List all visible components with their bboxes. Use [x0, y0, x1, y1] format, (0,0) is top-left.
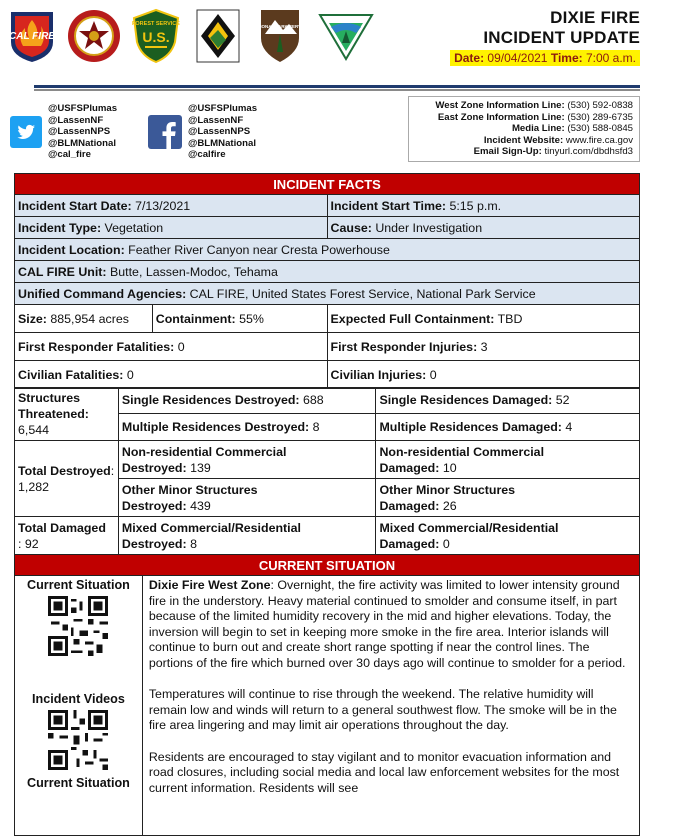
minor-damaged-cell: Other Minor Structures Damaged: 26: [376, 479, 640, 517]
twitter-icon[interactable]: [10, 116, 42, 148]
expected-containment-cell: Expected Full Containment: TBD: [327, 305, 639, 333]
structures-table: [14, 387, 640, 555]
start-date-cell: Incident Start Date: 7/13/2021: [15, 195, 328, 217]
svg-text:U.S.: U.S.: [142, 29, 170, 45]
header-rule-grey: [34, 89, 640, 91]
svg-text:CAL FIRE: CAL FIRE: [9, 31, 55, 42]
forest-service-logo: [130, 8, 182, 64]
facebook-handle[interactable]: @BLMNational: [188, 137, 256, 149]
situation-text: [142, 576, 639, 836]
svg-text:NATIONAL PARK SERVICE: NATIONAL PARK SERVICE: [251, 24, 309, 29]
facebook-handle[interactable]: @calfire: [188, 149, 226, 160]
situation-paragraph-3: Residents are encouraged to stay vigilant and to monitor evacuation information and road closures, including social media and local law enforcement websites for the most current information. Residents will see: [148, 749, 620, 795]
contact-info-box: [408, 96, 640, 162]
twitter-block: [10, 103, 117, 161]
time-label: Time:: [550, 51, 583, 65]
svg-text:FOREST SERVICE: FOREST SERVICE: [132, 21, 180, 27]
twitter-handle[interactable]: @LassenNF: [48, 114, 104, 126]
incident-facts-table: [14, 173, 640, 389]
multi-destroyed-cell: Multiple Residences Destroyed: 8: [118, 413, 376, 440]
agency-logos: [6, 6, 376, 66]
incident-website-link[interactable]: www.fire.ca.gov: [565, 134, 633, 146]
situation-paragraph-1: Dixie Fire West Zone: Overnight, the fire activity was limited to lower intensity ground fire in the understory. Heavy material continued to smolder and consume itself, in part because of the limited humidity recovery in the mid and higher elevations. Today, the inversion will begin to set in keeping more smoke in the fire area. Interior islands will continue to burn out and create short range spotting if near the control lines. The portions of the fire which burned over 30 days ago will continue to smolder for a period.: [148, 578, 626, 670]
minor-destroyed-cell: Other Minor Structures Destroyed: 439: [118, 479, 376, 517]
facebook-handle[interactable]: @USFSPlumas: [188, 103, 258, 114]
mixed-damaged-cell: Mixed Commercial/Residential Damaged: 0: [376, 517, 640, 555]
header-rule-blue: [34, 85, 640, 88]
twitter-handle[interactable]: @USFSPlumas: [48, 103, 118, 114]
total-destroyed-cell: Total Destroyed: 1,282: [15, 441, 119, 517]
current-situation-table: [14, 554, 640, 836]
qr-label-current-situation-2: Current Situation: [27, 776, 130, 790]
first-responder-fatalities-cell: First Responder Fatalities: 0: [15, 333, 328, 361]
mixed-destroyed-cell: Mixed Commercial/Residential Destroyed: 8: [118, 517, 376, 555]
qr-code-column: [15, 576, 143, 836]
incident-facts-heading: INCIDENT FACTS: [15, 174, 640, 195]
cal-oes-seal-logo: [68, 8, 120, 64]
contact-row: East Zone Information Line: (530) 289-6735: [437, 111, 633, 123]
cause-cell: Cause: Under Investigation: [327, 217, 639, 239]
title-line-1: DIXIE FIRE: [550, 8, 640, 27]
cal-fire-unit-cell: CAL FIRE Unit: Butte, Lassen-Modoc, Tehama: [15, 261, 640, 283]
incident-type-cell: Incident Type: Vegetation: [15, 217, 328, 239]
nonres-destroyed-cell: Non-residential Commercial Destroyed: 139: [118, 441, 376, 479]
date-value: 09/04/2021: [487, 51, 548, 65]
start-time-cell: Incident Start Time: 5:15 p.m.: [327, 195, 639, 217]
national-park-service-logo: [251, 8, 309, 64]
contact-row: West Zone Information Line: (530) 592-0838: [435, 100, 633, 111]
title-line-2: INCIDENT UPDATE: [483, 28, 640, 47]
qr-code-icon[interactable]: [48, 596, 108, 656]
qr-label-incident-videos: Incident Videos: [32, 692, 125, 706]
zone-label: Dixie Fire West Zone: [148, 578, 271, 592]
contact-row: Incident Website: www.fire.ca.gov: [483, 134, 633, 146]
structures-threatened-cell: Structures Threatened: 6,544: [15, 388, 119, 441]
situation-paragraph-2: Temperatures will continue to rise through the weekend. The relative humidity will remain low and winds will return to a general southwest flow. The smoke will be in the fire area lingering and may limit air operations throughout the day.: [148, 687, 617, 733]
facebook-handle[interactable]: @LassenNF: [188, 114, 244, 126]
blm-logo: [316, 8, 376, 64]
unified-command-cell: Unified Command Agencies: CAL FIRE, United States Forest Service, National Park Service: [15, 283, 640, 305]
email-signup-link[interactable]: tinyurl.com/dbdhsfd3: [544, 146, 633, 157]
civilian-injuries-cell: Civilian Injuries: 0: [327, 361, 639, 389]
multi-damaged-cell: Multiple Residences Damaged: 4: [376, 413, 640, 440]
incident-location-cell: Incident Location: Feather River Canyon near Cresta Powerhouse: [15, 239, 640, 261]
date-time-banner: [450, 50, 640, 66]
facebook-block: [148, 103, 257, 161]
cal-fire-logo: [6, 8, 58, 64]
first-responder-injuries-cell: First Responder Injuries: 3: [327, 333, 639, 361]
qr-code-icon[interactable]: [48, 710, 108, 770]
qr-label-current-situation: Current Situation: [27, 578, 130, 592]
containment-cell: Containment: 55%: [152, 305, 327, 333]
total-damaged-cell: Total Damaged : 92: [15, 517, 119, 555]
date-label: Date:: [454, 51, 485, 65]
title-block: [450, 8, 640, 67]
contact-row: Media Line: (530) 588-0845: [511, 123, 633, 134]
twitter-handles: [48, 103, 117, 161]
facebook-icon[interactable]: [148, 115, 182, 149]
civilian-fatalities-cell: Civilian Fatalities: 0: [15, 361, 328, 389]
facebook-handle[interactable]: @LassenNPS: [188, 126, 251, 137]
current-situation-heading: CURRENT SITUATION: [15, 555, 640, 576]
single-damaged-cell: Single Residences Damaged: 52: [376, 388, 640, 414]
contact-row: Email Sign-Up: tinyurl.com/dbdhsfd3: [473, 146, 633, 157]
time-value: 7:00 a.m.: [585, 51, 636, 65]
bureau-logo: [192, 8, 244, 64]
twitter-handle[interactable]: @LassenNPS: [48, 126, 111, 137]
size-cell: Size: 885,954 acres: [15, 305, 153, 333]
facebook-handles: [188, 103, 257, 161]
single-destroyed-cell: Single Residences Destroyed: 688: [118, 388, 376, 414]
twitter-handle[interactable]: @cal_fire: [48, 149, 91, 160]
nonres-damaged-cell: Non-residential Commercial Damaged: 10: [376, 441, 640, 479]
twitter-handle[interactable]: @BLMNational: [48, 137, 116, 149]
